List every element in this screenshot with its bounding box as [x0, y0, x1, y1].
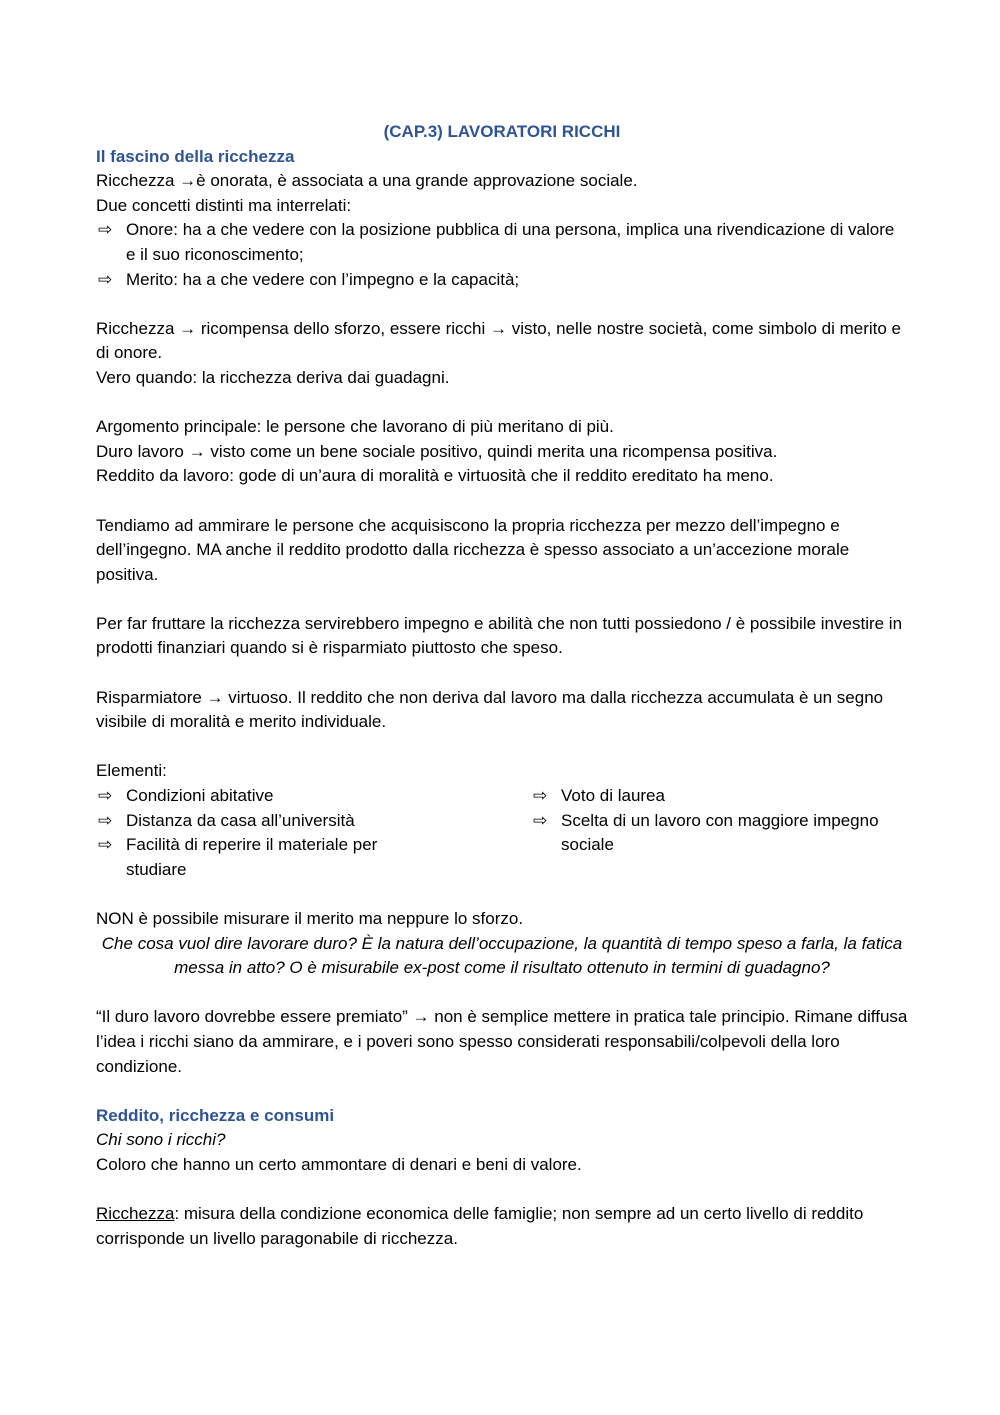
list-item-text: Condizioni abitative — [126, 786, 274, 806]
paragraph: Per far fruttare la ricchezza servirebbero impegno e abilità che non tutti possiedono / è possibile investire in prodotti finanziari quando si è risparmiato piuttosto che speso. — [96, 613, 903, 658]
hollow-right-arrow-icon: ⇨ — [98, 269, 113, 289]
document-body — [96, 120, 908, 1251]
paragraph: Vero quando: la ricchezza deriva dai guadagni. — [96, 367, 450, 387]
elements-column-left — [96, 784, 531, 882]
list-item — [96, 784, 531, 809]
spacer — [96, 489, 908, 514]
spacer — [96, 391, 908, 416]
paragraph: NON è possibile misurare il merito ma neppure lo sforzo. — [96, 909, 524, 928]
list-item-text: Scelta di un lavoro con maggiore impegno sociale — [561, 810, 879, 855]
hollow-right-arrow-icon: ⇨ — [98, 810, 113, 830]
italic-question: Chi sono i ricchi? — [96, 1130, 226, 1150]
spacer — [96, 587, 908, 612]
elements-label: Elementi: — [96, 761, 167, 781]
list-item — [96, 809, 531, 834]
paragraph: Ricchezza →è onorata, è associata a una grande approvazione sociale. — [96, 171, 638, 191]
spacer — [96, 1079, 908, 1104]
list-item-text: Onore: ha a che vedere con la posizione pubblica di una persona, implica una rivendicazione di valore e il suo riconoscimento; — [126, 220, 895, 264]
elements-list — [96, 784, 908, 882]
section-heading: Reddito, ricchezza e consumi — [96, 1105, 335, 1125]
spacer — [96, 292, 908, 317]
paragraph: Due concetti distinti ma interrelati: — [96, 195, 352, 215]
paragraph: Coloro che hanno un certo ammontare di denari e beni di valore. — [96, 1154, 582, 1174]
section-heading: Il fascino della ricchezza — [96, 146, 295, 166]
list-item — [96, 268, 908, 293]
paragraph: Ricchezza → ricompensa dello sforzo, essere ricchi → visto, nelle nostre società, come simbolo di merito e di onore. — [96, 318, 901, 363]
spacer — [96, 661, 908, 686]
list-item-text: Merito: ha a che vedere con l’impegno e la capacità; — [126, 269, 520, 289]
definition-paragraph — [96, 1202, 908, 1251]
hollow-right-arrow-icon: ⇨ — [98, 786, 113, 806]
elements-column-right — [531, 784, 908, 882]
hollow-right-arrow-icon: ⇨ — [98, 220, 113, 240]
definition-text: : misura della condizione economica delle famiglie; non sempre ad un certo livello di reddito corrisponde un livello paragonabile di ricchezza. — [96, 1204, 864, 1248]
page-title: (CAP.3) LAVORATORI RICCHI — [383, 122, 621, 141]
hollow-right-arrow-icon: ⇨ — [533, 810, 548, 830]
paragraph: Risparmiatore → virtuoso. Il reddito che non deriva dal lavoro ma dalla ricchezza accumulata è un segno visibile di moralità e merito individuale. — [96, 687, 884, 732]
list-item-text: Facilità di reperire il materiale per studiare — [126, 835, 378, 879]
paragraph: Tendiamo ad ammirare le persone che acquisiscono la propria ricchezza per mezzo dell’impegno e dell’ingegno. MA anche il reddito prodotto dalla ricchezza è spesso associato a un’accezione morale positiva. — [96, 515, 850, 584]
hollow-right-arrow-icon: ⇨ — [533, 786, 548, 806]
italic-quote: Che cosa vuol dire lavorare duro? È la natura dell’occupazione, la quantità di tempo speso a farla, la fatica messa in atto? O è misurabile ex-post come il risultato ottenuto in termini di guadagno? — [101, 933, 903, 978]
paragraph: Argomento principale: le persone che lavorano di più meritano di più. — [96, 417, 614, 437]
list-item-text: Distanza da casa all’università — [126, 810, 355, 830]
list-item-text: Voto di laurea — [561, 786, 665, 806]
list-item — [531, 809, 908, 858]
paragraph: Duro lavoro → visto come un bene sociale positivo, quindi merita una ricompensa positiva. — [96, 441, 778, 461]
spacer — [96, 1178, 908, 1203]
list-item — [96, 833, 416, 882]
paragraph: Reddito da lavoro: gode di un’aura di moralità e virtuosità che il reddito ereditato ha meno. — [96, 466, 774, 486]
paragraph: “Il duro lavoro dovrebbe essere premiato” → non è semplice mettere in pratica tale principio. Rimane diffusa l’idea i ricchi siano da ammirare, e i poveri sono spesso considerati responsabili/colpevoli della loro condizione. — [96, 1007, 908, 1076]
list-item — [531, 784, 908, 809]
definition-term: Ricchezza — [96, 1204, 175, 1224]
spacer — [96, 981, 908, 1006]
spacer — [96, 735, 908, 760]
spacer — [96, 882, 908, 907]
hollow-right-arrow-icon: ⇨ — [98, 835, 113, 855]
list-item — [96, 218, 908, 267]
